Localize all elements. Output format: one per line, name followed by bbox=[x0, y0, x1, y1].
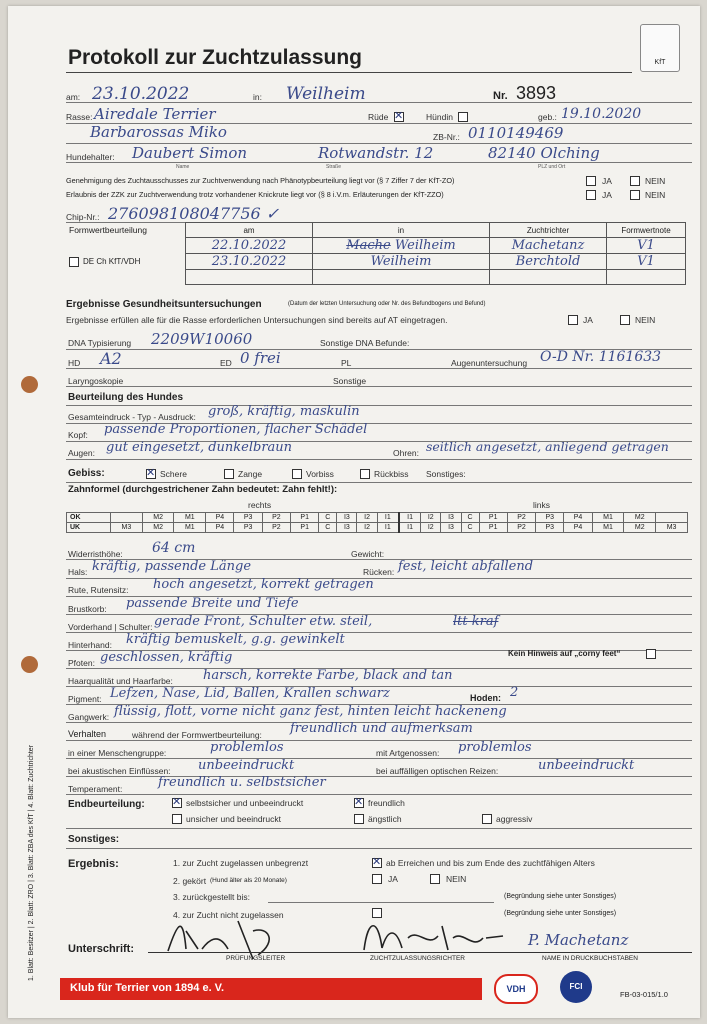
ergebnis-1b: ab Erreichen und bis zum Ende des zuchtfähigen Alters bbox=[386, 858, 595, 868]
ok-cell: OK bbox=[67, 513, 111, 523]
rueckbiss-label: Rückbiss bbox=[374, 469, 409, 479]
verhalten-rule bbox=[66, 740, 692, 741]
club-banner bbox=[60, 978, 482, 1000]
zuchtrichter-signature bbox=[358, 908, 508, 958]
gen1-ja-label: JA bbox=[602, 176, 612, 186]
temp-value: freundlich u. selbstsicher bbox=[158, 775, 326, 790]
formwert-h-note: Formwertnote bbox=[607, 223, 686, 238]
vorder-strike: ltt kraf bbox=[453, 614, 499, 629]
selbstsicher-label: selbstsicher und unbeeindruckt bbox=[186, 798, 304, 808]
ok-cell: M2 bbox=[142, 513, 174, 523]
nr-value: 3893 bbox=[516, 83, 557, 103]
gesundheit-nein-checkbox[interactable] bbox=[620, 315, 630, 325]
hd-value: A2 bbox=[100, 349, 122, 368]
zb-value: 0110149469 bbox=[468, 124, 564, 142]
augen-label: Augen: bbox=[68, 448, 95, 458]
ok-cell: C bbox=[319, 513, 337, 523]
unsicher-label: unsicher und beeindruckt bbox=[186, 814, 281, 824]
fw-row2-am: 23.10.2022 bbox=[186, 254, 313, 270]
corny-label: Kein Hinweis auf „corny feet“ bbox=[508, 649, 621, 658]
ergebnis-2: 2. gekört bbox=[173, 876, 207, 886]
gang-value: flüssig, flott, vorne nicht ganz fest, hinten leicht hackeneng bbox=[114, 704, 507, 719]
am-date: 23.10.2022 bbox=[92, 84, 190, 104]
gen1-ja-checkbox[interactable] bbox=[586, 176, 596, 186]
vorder-value: gerade Front, Schulter etw. steil, bbox=[154, 614, 373, 629]
uk-cell: M1 bbox=[592, 523, 624, 533]
gesundheit-title-note: (Datum der letzten Untersuchung oder Nr. des Befundbogens und Befund) bbox=[288, 301, 486, 307]
gesundheit-ja-checkbox[interactable] bbox=[568, 315, 578, 325]
vdh-text: VDH bbox=[506, 984, 526, 994]
ok-cell: I1 bbox=[399, 513, 421, 523]
sub-name: Name bbox=[176, 164, 190, 170]
uk-cell: I2 bbox=[357, 523, 377, 533]
pigment-value: Lefzen, Nase, Lid, Ballen, Krallen schwarz bbox=[110, 686, 390, 701]
page-title: Protokoll zur Zuchtzulassung bbox=[68, 46, 363, 69]
ruecken-value: fest, leicht abfallend bbox=[398, 559, 534, 574]
formwert-table bbox=[66, 222, 686, 285]
fci-text: FCI bbox=[569, 982, 583, 991]
beurteilung-title: Beurteilung des Hundes bbox=[68, 392, 184, 403]
pruefungsleiter-signature bbox=[158, 911, 308, 961]
gebiss-sonstiges-label: Sonstiges: bbox=[426, 469, 466, 479]
uk-cell: P3 bbox=[234, 523, 262, 533]
in-label: in: bbox=[253, 92, 262, 102]
kopf-value: passende Proportionen, flacher Schädel bbox=[104, 422, 368, 437]
dna-label: DNA Typisierung bbox=[68, 338, 132, 348]
pfoten-label: Pfoten: bbox=[68, 658, 95, 668]
ergebnis-4-begr: (Begründung siehe unter Sonstiges) bbox=[504, 910, 617, 917]
uk-cell: P2 bbox=[262, 523, 290, 533]
in-place: Weilheim bbox=[286, 84, 366, 104]
freundlich-checkbox[interactable] bbox=[354, 798, 364, 808]
uk-cell: P1 bbox=[291, 523, 319, 533]
gekoert-nein-checkbox[interactable] bbox=[430, 874, 440, 884]
gesamt-label: Gesamteindruck - Typ - Ausdruck: bbox=[68, 412, 196, 422]
zahn-uk-row bbox=[67, 523, 688, 533]
artgenossen-label: mit Artgenossen: bbox=[376, 748, 440, 758]
formwert-label: Formwertbeurteilung bbox=[69, 225, 147, 235]
ok-cell: M1 bbox=[592, 513, 624, 523]
druck-caption: NAME IN DRUCKBUCHSTABEN bbox=[542, 955, 638, 962]
druck-name: P. Machetanz bbox=[528, 931, 629, 949]
uk-cell: P4 bbox=[564, 523, 592, 533]
am-label: am: bbox=[66, 92, 81, 102]
hoden-value: 2 bbox=[510, 685, 519, 700]
de-ch-label: DE Ch KfT/VDH bbox=[83, 256, 141, 266]
temp-label: Temperament: bbox=[68, 784, 123, 794]
brust-value: passende Breite und Tiefe bbox=[126, 596, 299, 611]
ruede-label: Rüde bbox=[368, 112, 389, 122]
side-distribution-text: 1. Blatt: Besitzer | 2. Blatt: ZRO | 3. Blatt: ZBA des KfT | 4. Blatt: Zuchtrichter bbox=[28, 744, 35, 981]
signature-rule bbox=[148, 952, 692, 953]
verhalten-label: Verhalten bbox=[68, 729, 107, 739]
chip-value: 276098108047756 ✓ bbox=[108, 204, 280, 223]
ok-cell: I3 bbox=[337, 513, 357, 523]
freundlich-label: freundlich bbox=[368, 798, 405, 808]
opt-label: bei auffälligen optischen Reizen: bbox=[376, 766, 499, 776]
selbstsicher-checkbox[interactable] bbox=[172, 798, 182, 808]
huendin-checkbox[interactable] bbox=[458, 112, 468, 122]
punch-hole-bottom bbox=[21, 656, 38, 673]
halter-label: Hundehalter: bbox=[66, 152, 115, 162]
zahn-rechts-label: rechts bbox=[248, 500, 272, 510]
gesundheit-title: Ergebnisse Gesundheitsuntersuchungen bbox=[66, 299, 262, 310]
akust-label: bei akustischen Einflüssen: bbox=[68, 766, 171, 776]
aggressiv-checkbox[interactable] bbox=[482, 814, 492, 824]
geb-value: 19.10.2020 bbox=[561, 106, 642, 122]
formwert-h-am: am bbox=[186, 223, 313, 238]
sonstige-label: Sonstige bbox=[333, 376, 367, 386]
rute-value: hoch angesetzt, korrekt getragen bbox=[153, 577, 374, 592]
uk-cell: C bbox=[319, 523, 337, 533]
de-ch-checkbox[interactable] bbox=[69, 257, 79, 267]
sub-strasse: Straße bbox=[326, 164, 342, 170]
gen2-ja-checkbox[interactable] bbox=[586, 190, 596, 200]
kopf-label: Kopf: bbox=[68, 430, 88, 440]
punch-hole-top bbox=[21, 376, 38, 393]
gesundheit-text: Ergebnisse erfüllen alle für die Rasse erforderlichen Untersuchungen sind bereits auf AT eingetragen. bbox=[66, 315, 448, 325]
ruecken-label: Rücken: bbox=[363, 567, 395, 577]
sonstiges-rule bbox=[66, 848, 692, 849]
gebiss-rule bbox=[66, 482, 692, 483]
unsicher-checkbox[interactable] bbox=[172, 814, 182, 824]
aengstlich-label: ängstlich bbox=[368, 814, 402, 824]
gekoert-ja-checkbox[interactable] bbox=[372, 874, 382, 884]
sub-plz: PLZ und Ort bbox=[538, 164, 566, 170]
header-rule bbox=[66, 102, 692, 103]
ok-cell: C bbox=[461, 513, 479, 523]
ok-cell: P3 bbox=[234, 513, 262, 523]
genehmigung-text-2: Erlaubnis der ZZK zur Zuchtverwendung trotz vorhandener Knickrute liegt vor (§ 8 i.V.m. Erläuterungen der KfT-ZZO) bbox=[66, 190, 444, 199]
uk-cell: I3 bbox=[337, 523, 357, 533]
ed-value: 0 frei bbox=[240, 349, 281, 367]
gekoert-ja-label: JA bbox=[388, 874, 398, 884]
halter-strasse: Rotwandstr. 12 bbox=[318, 144, 434, 162]
dog-name: Barbarossas Miko bbox=[90, 123, 227, 141]
uk-cell: C bbox=[461, 523, 479, 533]
ok-cell: P3 bbox=[536, 513, 564, 523]
chip-label: Chip-Nr.: bbox=[66, 212, 100, 222]
sonst-dna-label: Sonstige DNA Befunde: bbox=[320, 338, 410, 348]
uk-cell: I1 bbox=[399, 523, 421, 533]
brust-label: Brustkorb: bbox=[68, 604, 107, 614]
dna-value: 2209W10060 bbox=[151, 330, 253, 348]
ergebnis-1b-checkbox[interactable] bbox=[372, 858, 382, 868]
hinter-value: kräftig bemuskelt, g.g. gewinkelt bbox=[126, 632, 345, 647]
zahnformel-title: Zahnformel (durchgestrichener Zahn bedeutet: Zahn fehlt!): bbox=[68, 484, 338, 495]
auge-value: O-D Nr. 1161633 bbox=[540, 349, 662, 365]
temp-rule bbox=[66, 794, 692, 795]
haar-value: harsch, korrekte Farbe, black and tan bbox=[203, 668, 453, 683]
ok-cell bbox=[111, 513, 143, 523]
gen1-nein-checkbox[interactable] bbox=[630, 176, 640, 186]
ok-cell: P2 bbox=[507, 513, 535, 523]
gen2-nein-label: NEIN bbox=[645, 190, 666, 200]
zuchtrichter-caption: ZUCHTZULASSUNGSRICHTER bbox=[370, 955, 465, 962]
hd-label: HD bbox=[68, 358, 81, 368]
augen-value: gut eingesetzt, dunkelbraun bbox=[106, 440, 293, 455]
verhalten-sub: während der Formwertbeurteilung: bbox=[132, 730, 262, 740]
gekoert-nein-label: NEIN bbox=[446, 874, 467, 884]
beurteilung-rule bbox=[66, 405, 692, 406]
menschen-value: problemlos bbox=[210, 740, 284, 755]
ergebnis-label: Ergebnis: bbox=[68, 858, 119, 870]
halter-ort: 82140 Olching bbox=[488, 144, 600, 162]
ergebnis-3-begr: (Begründung siehe unter Sonstiges) bbox=[504, 893, 617, 900]
unterschrift-label: Unterschrift: bbox=[68, 943, 135, 955]
schere-checkbox[interactable] bbox=[146, 469, 156, 479]
gesundheit-ja-label: JA bbox=[583, 315, 593, 325]
uk-cell: P3 bbox=[536, 523, 564, 533]
widerrist-value: 64 cm bbox=[152, 540, 196, 556]
sonstiges-label: Sonstiges: bbox=[68, 834, 120, 845]
ohren-value: seitlich angesetzt, anliegend getragen bbox=[426, 439, 669, 454]
fw-row1-richter: Machetanz bbox=[490, 238, 607, 254]
pfoten-value: geschlossen, kräftig bbox=[100, 650, 233, 665]
gen2-ja-label: JA bbox=[602, 190, 612, 200]
ergebnis-3-rule bbox=[268, 902, 494, 903]
uk-cell: I1 bbox=[377, 523, 399, 533]
title-rule bbox=[66, 72, 632, 73]
protocol-sheet bbox=[8, 6, 700, 1018]
formwert-h-in: in bbox=[313, 223, 490, 238]
haar-label: Haarqualität und Haarfarbe: bbox=[68, 676, 173, 686]
augen-rule bbox=[66, 459, 692, 460]
formwert-h-richter: Zuchtrichter bbox=[490, 223, 607, 238]
uk-cell: M1 bbox=[174, 523, 206, 533]
laryngo-rule bbox=[66, 386, 692, 387]
kft-logo-text: KfT bbox=[654, 59, 666, 66]
vorbiss-label: Vorbiss bbox=[306, 469, 334, 479]
corny-checkbox[interactable] bbox=[646, 649, 656, 659]
hoden-label: Hoden: bbox=[470, 693, 501, 703]
ok-cell: I3 bbox=[441, 513, 461, 523]
uk-cell: M3 bbox=[111, 523, 143, 533]
fci-logo bbox=[560, 971, 592, 1003]
gebiss-label: Gebiss: bbox=[68, 468, 105, 479]
ok-cell: P4 bbox=[564, 513, 592, 523]
fw-row2-in: Weilheim bbox=[313, 254, 490, 270]
uk-cell: I2 bbox=[421, 523, 441, 533]
ok-cell: I2 bbox=[357, 513, 377, 523]
fw-row1-note: V1 bbox=[607, 238, 686, 254]
vdh-logo bbox=[494, 974, 538, 1004]
opt-value: unbeeindruckt bbox=[538, 758, 635, 773]
fw-row2-note: V1 bbox=[607, 254, 686, 270]
uk-cell: P2 bbox=[507, 523, 535, 533]
fw-row1-in bbox=[313, 238, 490, 254]
laryngo-label: Laryngoskopie bbox=[68, 376, 124, 386]
ok-cell: P2 bbox=[262, 513, 290, 523]
pigment-label: Pigment: bbox=[68, 694, 102, 704]
kft-logo bbox=[640, 24, 680, 72]
zb-label: ZB-Nr.: bbox=[433, 132, 460, 142]
hinter-label: Hinterhand: bbox=[68, 640, 112, 650]
akust-value: unbeeindruckt bbox=[198, 758, 295, 773]
ergebnis-1: 1. zur Zucht zugelassen unbegrenzt bbox=[173, 858, 309, 868]
vorder-label: Vorderhand | Schulter: bbox=[68, 622, 153, 632]
hd-rule bbox=[66, 368, 692, 369]
uk-cell: M2 bbox=[624, 523, 656, 533]
uk-cell: I3 bbox=[441, 523, 461, 533]
ergebnis-3: 3. zurückgestellt bis: bbox=[173, 892, 251, 902]
artgenossen-value: problemlos bbox=[458, 740, 532, 755]
gen2-nein-checkbox[interactable] bbox=[630, 190, 640, 200]
ok-cell: P4 bbox=[206, 513, 234, 523]
verhalten-value: freundlich und aufmerksam bbox=[290, 721, 473, 736]
end-rule bbox=[66, 828, 692, 829]
ergebnis-2-sub: (Hund älter als 20 Monate) bbox=[210, 877, 287, 884]
uk-cell: P4 bbox=[206, 523, 234, 533]
ohren-label: Ohren: bbox=[393, 448, 419, 458]
huendin-label: Hündin bbox=[426, 112, 453, 122]
uk-cell: M2 bbox=[142, 523, 174, 533]
rasse-label: Rasse: bbox=[66, 112, 93, 122]
ok-cell: P1 bbox=[479, 513, 507, 523]
club-name: Klub für Terrier von 1894 e. V. bbox=[70, 982, 225, 994]
hals-value: kräftig, passende Länge bbox=[92, 559, 252, 574]
ruede-checkbox[interactable] bbox=[394, 112, 404, 122]
ok-cell: M1 bbox=[174, 513, 206, 523]
endbeurteilung-label: Endbeurteilung: bbox=[68, 799, 145, 810]
form-code: FB-03-015/1.0 bbox=[620, 990, 668, 999]
rute-label: Rute, Rutensitz: bbox=[68, 585, 129, 595]
halter-name: Daubert Simon bbox=[132, 144, 248, 162]
nr-label: Nr. bbox=[493, 90, 508, 102]
fw-row1-strike: Mache bbox=[346, 238, 391, 253]
de-ch-cell bbox=[66, 254, 186, 270]
gen1-nein-label: NEIN bbox=[645, 176, 666, 186]
ok-cell bbox=[656, 513, 688, 523]
uk-cell: UK bbox=[67, 523, 111, 533]
pruef-caption: PRÜFUNGSLEITER bbox=[226, 955, 286, 962]
widerrist-label: Widerristhöhe: bbox=[68, 549, 123, 559]
ok-cell: M2 bbox=[624, 513, 656, 523]
aengstlich-checkbox[interactable] bbox=[354, 814, 364, 824]
ergebnis-4: 4. zur Zucht nicht zugelassen bbox=[173, 910, 284, 920]
halter-rule bbox=[66, 162, 692, 163]
uk-cell: P1 bbox=[479, 523, 507, 533]
auge-label: Augenuntersuchung bbox=[451, 358, 528, 368]
aggressiv-label: aggressiv bbox=[496, 814, 533, 824]
vorbiss-checkbox[interactable] bbox=[292, 469, 302, 479]
ok-cell: I1 bbox=[377, 513, 399, 523]
uk-cell: M3 bbox=[656, 523, 688, 533]
menschen-label: in einer Menschengruppe: bbox=[68, 748, 167, 758]
gesamt-value: groß, kräftig, maskulin bbox=[208, 404, 360, 419]
fw-row1-in-text: Weilheim bbox=[394, 238, 456, 253]
zange-label: Zange bbox=[238, 469, 263, 479]
ok-cell: P1 bbox=[291, 513, 319, 523]
gang-label: Gangwerk: bbox=[68, 712, 110, 722]
pl-label: PL bbox=[341, 358, 352, 368]
zahnformel-table bbox=[66, 512, 688, 533]
zahn-links-label: links bbox=[533, 500, 551, 510]
rasse-value: Airedale Terrier bbox=[94, 105, 216, 123]
schere-label: Schere bbox=[160, 469, 187, 479]
hals-label: Hals: bbox=[68, 567, 88, 577]
zahn-ok-row bbox=[67, 513, 688, 523]
rueckbiss-checkbox[interactable] bbox=[360, 469, 370, 479]
gewicht-label: Gewicht: bbox=[351, 549, 385, 559]
genehmigung-text-1: Genehmigung des Zuchtausschusses zur Zuchtverwendung nach Phänotypbeurteilung liegt vor (§ 7 Ziffer 7 der KfT-ZO) bbox=[66, 176, 455, 185]
zange-checkbox[interactable] bbox=[224, 469, 234, 479]
gesundheit-nein-label: NEIN bbox=[635, 315, 656, 325]
ok-cell: I2 bbox=[421, 513, 441, 523]
ed-label: ED bbox=[220, 358, 232, 368]
fw-row2-richter: Berchtold bbox=[490, 254, 607, 270]
geb-label: geb.: bbox=[538, 112, 557, 122]
fw-row1-am: 22.10.2022 bbox=[186, 238, 313, 254]
